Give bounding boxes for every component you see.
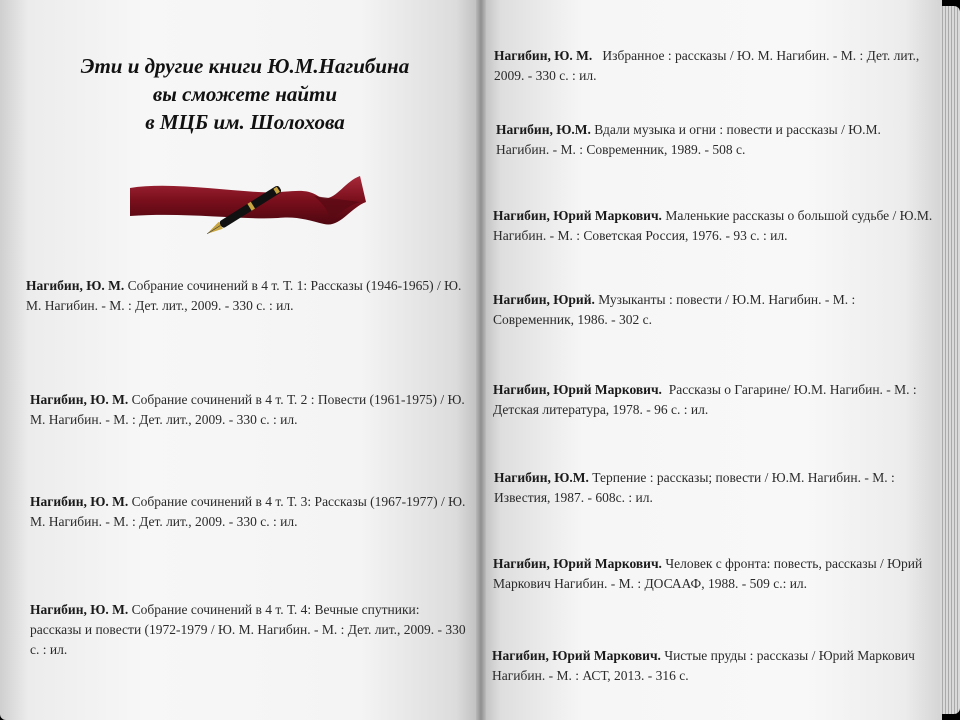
entry-text: Маленькие рассказы о большой судьбе / Ю.М. Нагибин. - М. : Советская Россия, 1976. - 93 с. : ил. (493, 208, 933, 243)
entry-author: Нагибин, Ю.М. (496, 122, 591, 137)
book-entry-right-4 (493, 290, 929, 330)
entry-author: Нагибин, Юрий Маркович. (493, 556, 662, 571)
book-entry-right-1 (494, 46, 934, 86)
entry-author: Нагибин, Ю.М. (494, 470, 589, 485)
entry-text: Чистые пруды : рассказы / Юрий Маркович Нагибин. - М. : АСТ, 2013. - 316 с. (492, 648, 915, 683)
entry-author: Нагибин, Юрий. (493, 292, 595, 307)
book-entry-right-2 (496, 120, 920, 160)
entry-text: Собрание сочинений в 4 т. Т. 2 : Повести (1961-1975) / Ю. М. Нагибин. - М. : Дет. лит., 2009. - 330 с. : ил. (30, 392, 465, 427)
entry-text: Музыканты : повести / Ю.М. Нагибин. - М. : Современник, 1986. - 302 с. (493, 292, 856, 327)
book-entry-right-8 (492, 646, 932, 686)
entry-text: Терпение : рассказы; повести / Ю.М. Нагибин. - М. : Известия, 1987. - 608с. : ил. (494, 470, 895, 505)
book-entry-left-2 (30, 390, 470, 430)
entry-author: Нагибин, Ю. М. (30, 602, 129, 617)
entry-text: Собрание сочинений в 4 т. Т. 1: Рассказы (1946-1965) / Ю. М. Нагибин. - М. : Дет. лит., 2009. - 330 с. : ил. (26, 278, 462, 313)
entry-author: Нагибин, Ю. М. (494, 48, 593, 63)
book-entry-left-1 (26, 276, 466, 316)
entry-text: Собрание сочинений в 4 т. Т. 4: Вечные спутники: рассказы и повести (1972-1979 / Ю. М. Нагибин. - М. : Дет. лит., 2009. - 330 с. : ил. (30, 602, 466, 657)
book-entry-right-5 (493, 380, 929, 420)
entry-author: Нагибин, Юрий Маркович. (493, 208, 662, 223)
book-entry-right-6 (494, 468, 914, 508)
heading-line-3: в МЦБ им. Шолохова (145, 110, 345, 134)
book-spine (476, 0, 486, 720)
heading-line-2: вы сможете найти (152, 82, 338, 106)
entry-text: Рассказы о Гагарине/ Ю.М. Нагибин. - М. : Детская литература, 1978. - 96 с. : ил. (493, 382, 921, 417)
book-entry-right-7 (493, 554, 933, 594)
entry-text: Собрание сочинений в 4 т. Т. 3: Рассказы (1967-1977) / Ю. М. Нагибин. - М. : Дет. лит., 2009. - 330 с. : ил. (30, 494, 466, 529)
right-page (482, 0, 942, 720)
ribbon-pen-icon (128, 172, 368, 234)
entry-author: Нагибин, Ю. М. (26, 278, 125, 293)
entry-author: Нагибин, Юрий Маркович. (493, 382, 662, 397)
page-stack-right (940, 6, 960, 714)
entry-author: Нагибин, Ю. М. (30, 392, 129, 407)
entry-author: Нагибин, Юрий Маркович. (492, 648, 661, 663)
book-entry-left-4 (30, 600, 466, 660)
entry-text: Избранное : рассказы / Ю. М. Нагибин. - М. : Дет. лит., 2009. - 330 с. : ил. (494, 48, 923, 83)
heading-line-1: Эти и другие книги Ю.М.Нагибина (80, 54, 410, 78)
entry-text: Человек с фронта: повесть, рассказы / Юрий Маркович Нагибин. - М. : ДОСААФ, 1988. - 509 с.: ил. (493, 556, 923, 591)
entry-text: Вдали музыка и огни : повести и рассказы / Ю.М. Нагибин. - М. : Современник, 1989. - 508 с. (496, 122, 881, 157)
book-entry-right-3 (493, 206, 933, 246)
entry-author: Нагибин, Ю. М. (30, 494, 129, 509)
page-heading (40, 52, 450, 136)
book-entry-left-3 (30, 492, 470, 532)
